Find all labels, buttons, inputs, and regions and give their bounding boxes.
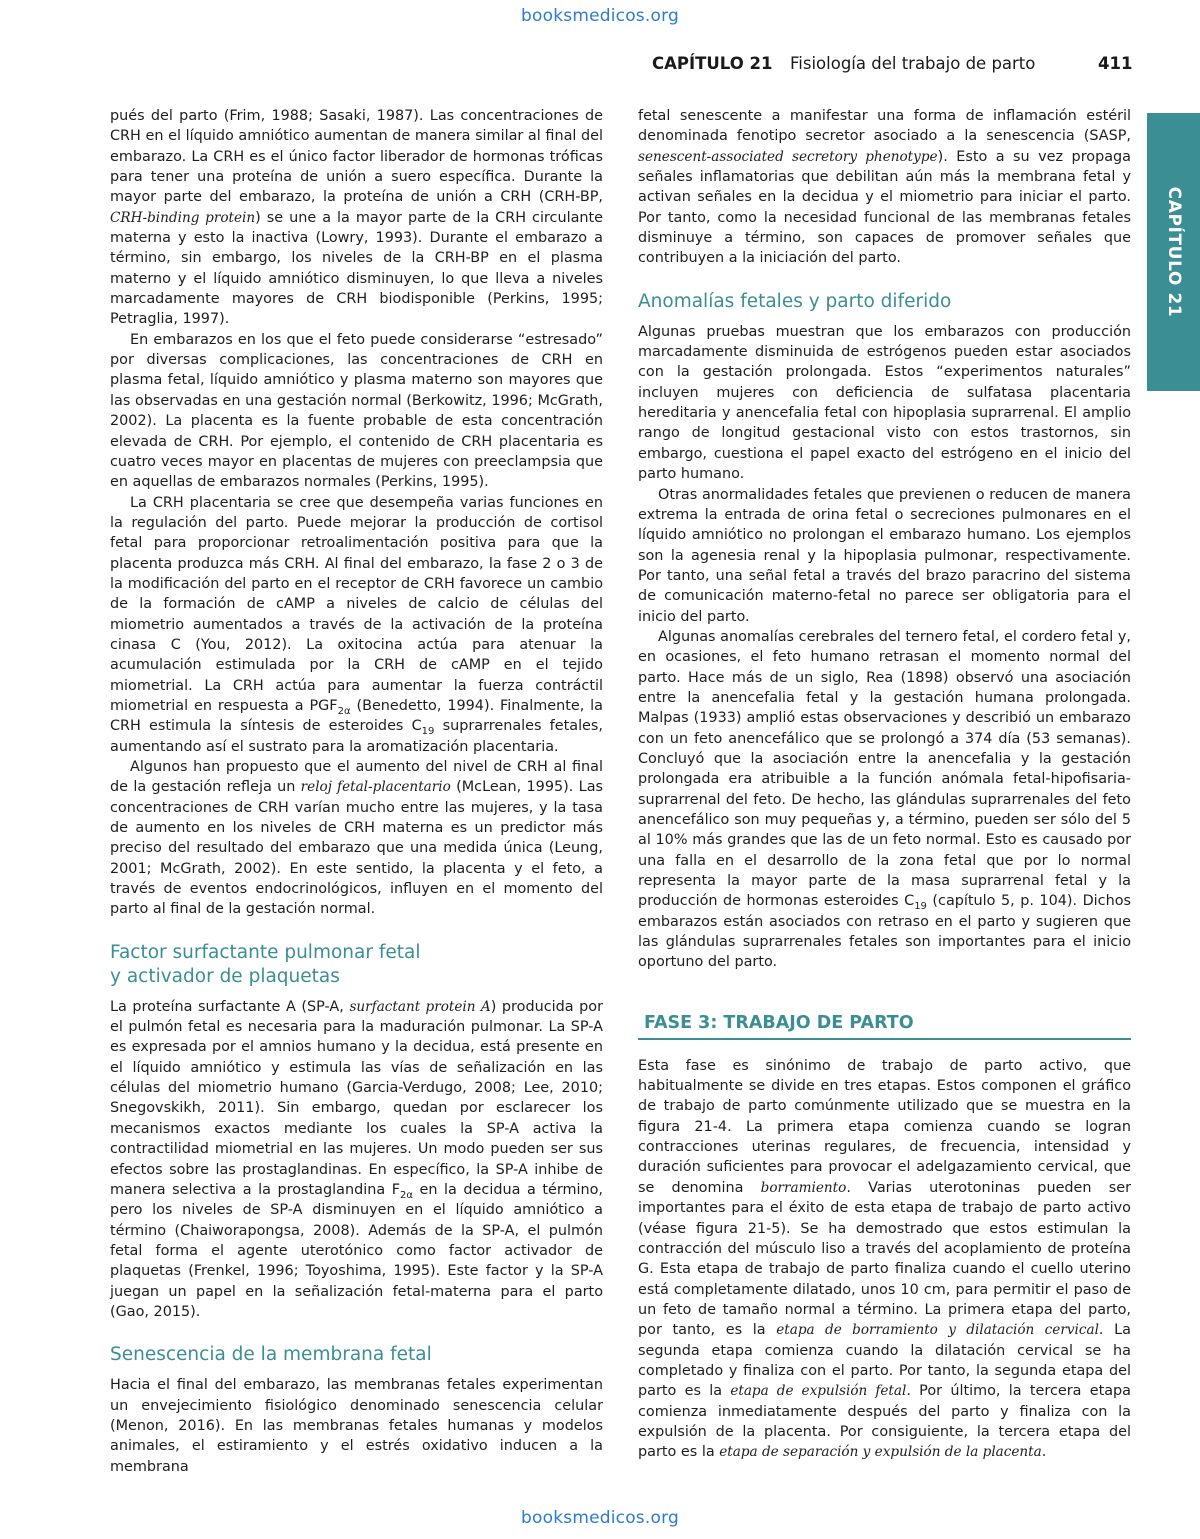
paragraph: Algunos han propuesto que el aumento del nivel de CRH al final de la gestación refleja un reloj fetal-placentario (McLean, 1995). Las concentraciones de CRH varían mucho entre las mujeres, y la tasa de aumento en los niveles de CRH materna es un predictor más preciso del resultado del embarazo que una medida única (Leung, 2001; McGrath, 2002). En este sentido, la placenta y el feto, a través de eventos endocrinológicos, influyen en el momento del parto al final de la gestación normal.	[110, 759, 604, 918]
watermark-link-top[interactable]: booksmedicos.org	[521, 6, 679, 26]
chapter-label: CAPÍTULO 21	[652, 54, 773, 73]
term-italic: borramiento	[760, 1179, 847, 1196]
term-italic: etapa de borramiento y dilatación cervical	[776, 1322, 1099, 1339]
subscript: 2α	[399, 1189, 413, 1201]
chapter-title: Fisiología del trabajo de parto	[790, 54, 1036, 73]
side-tab-label: CAPÍTULO 21	[1163, 186, 1184, 318]
paragraph: pués del parto (Frim, 1988; Sasaki, 1987). Las concentraciones de CRH en el líquido amniótico aumentan de manera similar al final del embarazo. La CRH es el único factor liberador de hormonas tróficas para tener una proteína de unión a suero específica. Durante la mayor parte del embarazo, la proteína de unión a CRH (CRH-BP, CRH-binding protein) se une a la mayor parte de la CRH circulante materna y esto la inactiva (Lowry, 1993). Durante el embarazo a término, sin embargo, los niveles de la CRH-BP en el plasma materno y el líquido amniótico disminuyen, lo que lleva a niveles marcadamente mayores de CRH biodisponible (Perkins, 1995; Petraglia, 1997).	[110, 108, 604, 328]
phase-heading-block	[638, 1011, 1131, 1040]
paragraph: Esta fase es sinónimo de trabajo de parto activo, que habitualmente se divide en tres etapas. Estos componen el gráfico de trabajo de parto comúnmente utilizado que se muestra en la figura 21-4. La primera etapa comienza cuando se logran contracciones uterinas regulares, de frecuencia, intensidad y duración suficientes para provocar el adelgazamiento cervical, que se denomina borramiento. Varias uterotoninas pueden ser importantes para el éxito de esta etapa de trabajo de parto activo (véase figura 21-5). Se ha demostrado que estos estimulan la contracción del músculo liso a través del acoplamiento de proteína G. Esta etapa de trabajo de parto finaliza cuando el cuello uterino está completamente dilatado, unos 10 cm, para permitir el paso de un feto de tamaño normal a término. La primera etapa del parto, por tanto, es la etapa de borramiento y dilatación cervical. La segunda etapa comienza cuando la dilatación cervical se ha completado y finaliza con el parto. Por tanto, la segunda etapa del parto es la etapa de expulsión fetal. Por último, la tercera etapa comienza inmediatamente después del parto y finaliza con la expulsión de la placenta. Por consiguiente, la tercera etapa del parto es la etapa de separación y expulsión de la placenta.	[638, 1057, 1131, 1461]
section-heading-surfactant: Factor surfactante pulmonar fetal y activador de plaquetas	[110, 941, 421, 987]
paragraph: Algunas anomalías cerebrales del ternero fetal, el cordero fetal y, en ocasiones, el feto humano retrasan el momento normal del parto. Hace más de un siglo, Rea (1898) observó una asociación entre la anencefalia fetal y la gestación humana prolongada. Malpas (1933) amplió estas observaciones y describió un embarazo con un feto anencefálico que se prolongó a 374 día (53 semanas). Concluyó que la asociación entre la anencefalia y la gestación prolongada era atribuible a la función anómala fetal-hipofisaria-suprarrenal del feto. De hecho, las glándulas suprarrenales del feto anencefálico son muy pequeñas y, a término, pueden ser sólo del 5 al 10% más grandes que las de un feto normal. Esto es causado por una falla en el desarrollo de la zona fetal que por lo normal representa la mayor parte de la masa suprarrenal fetal y la producción de hormonas esteroides $C_{19}$ (capítulo 5, p. 104). Dichos embarazos están asociados con retraso en el parto y sugieren que las glándulas suprarrenales fetales son importantes para el inicio oportuno del parto.	[638, 628, 1131, 971]
term-italic: etapa de separación y expulsión de la placenta	[719, 1444, 1042, 1461]
section-heading-senescence: Senescencia de la membrana fetal	[110, 1344, 432, 1366]
term-italic: reloj fetal-placentario	[300, 779, 451, 796]
page-number: 411	[1098, 54, 1133, 73]
paragraph: La proteína surfactante A (SP-A, surfactant protein A) producida por el pulmón fetal es necesaria para la maduración pulmonar. La SP-A es expresada por el amnios humano y la decidua, está presente en el líquido amniótico y estimula las vías de señalización en las células del miometrio humano (Garcia-Verdugo, 2008; Lee, 2010; Snegovskikh, 2011). Sin embargo, quedan por esclarecer los mecanismos exactos mediante los cuales la SP-A activa la contractilidad miometrial en las mujeres. Un modo pueden ser sus efectos sobre las prostaglandinas. En específico, la SP-A inhibe de manera selectiva a la prostaglandina $F_{2\alpha}$ en la decidua a término, pero los niveles de SP-A disminuyen en el líquido amniótico a término (Chaiworapongsa, 2008). Además de la SP-A, el pulmón fetal forma el agente uterotónico como factor activador de plaquetas (Frenkel, 1996; Toyoshima, 1995). Este factor y la SP-A juegan un papel en la señalización fetal-materna para el parto (Gao, 2015).	[110, 998, 604, 1320]
term-italic: CRH-binding protein	[110, 209, 256, 226]
paragraph: En embarazos en los que el feto puede considerarse “estresado” por diversas complicaciones, las concentraciones de CRH en plasma fetal, líquido amniótico y plasma materno son mayores que las observadas en una gestación normal (Berkowitz, 1996; McGrath, 2002). La placenta es la fuente probable de esta concentración elevada de CRH. Por ejemplo, el contenido de CRH placentaria es cuatro veces mayor en placentas de mujeres con preeclampsia que en aquellas de embarazos normales (Perkins, 1995).	[110, 331, 603, 491]
running-head	[0, 54, 1200, 78]
paragraph: fetal senescente a manifestar una forma de inflamación estéril denominada fenotipo secretor asociado a la senescencia (SASP, senescent-associated secretory phenotype). Esto a su vez propaga señales inflamatorias que debilitan aún más la membrana fetal y activan señales en la decidua y el miometrio para iniciar el parto. Por tanto, como la necesidad funcional de las membranas fetales disminuye a término, son capaces de promover señales que contribuyen a la iniciación del parto.	[638, 108, 1132, 267]
term-italic: senescent-associated secretory phenotype	[638, 148, 938, 165]
subscript: 19	[421, 726, 435, 738]
paragraph: La CRH placentaria se cree que desempeña varias funciones en la regulación del parto. Puede mejorar la producción de cortisol fetal para proporcionar retroalimentación positiva para que la placenta produzca más CRH. Al final del embarazo, la fase 2 o 3 de la modificación del parto en el receptor de CRH favorece un cambio de la formación de cAMP a niveles de calcio de células del miometrio aumentados a través de la activación de la proteína cinasa C (You, 2012). La oxitocina actúa para atenuar la acumulación estimulada por la CRH de cAMP en el tejido miometrial. La CRH actúa para aumentar la fuerza contráctil miometrial en respuesta a $PGF_{2\alpha}$ (Benedetto, 1994). Finalmente, la CRH estimula la síntesis de esteroides $C_{19}$ suprarrenales fetales, aumentando así el sustrato para la aromatización placentaria.	[110, 494, 603, 755]
section-heading-phase3: FASE 3: TRABAJO DE PARTO	[644, 1012, 914, 1033]
term-italic: etapa de expulsión fetal	[730, 1383, 907, 1400]
section-heading-anomalies: Anomalías fetales y parto diferido	[638, 290, 952, 312]
subscript: 2α	[337, 705, 351, 717]
left-column	[110, 106, 603, 1477]
right-column	[638, 106, 1131, 1463]
subscript: 19	[914, 901, 927, 913]
paragraph: Hacia el final del embarazo, las membranas fetales experimentan un envejecimiento fisiológico denominado senescencia celular (Menon, 2016). En las membranas fetales humanas y modelos animales, el estiramiento y el estrés oxidativo inducen a la membrana	[110, 1377, 603, 1475]
paragraph: Algunas pruebas muestran que los embarazos con producción marcadamente disminuida de estrógenos pueden estar asociados con la gestación prolongada. Estos “experimentos naturales” incluyen mujeres con deficiencia de sulfatasa placentaria hereditaria y anencefalia fetal con hipoplasia suprarrenal. El amplio rango de longitud gestacional visto con estos trastornos, sin embargo, cuestiona el papel exacto del estrógeno en el inicio del parto humano.	[638, 323, 1131, 483]
chapter-side-tab	[1147, 113, 1200, 391]
term-italic: surfactant protein A	[349, 998, 491, 1015]
watermark-link-bottom[interactable]: booksmedicos.org	[521, 1508, 679, 1528]
paragraph: Otras anormalidades fetales que previenen o reducen de manera extrema la entrada de orina fetal o secreciones pulmonares en el líquido amniótico no prolongan el embarazo humano. Los ejemplos son la agenesia renal y la hipoplasia pulmonar, respectivamente. Por tanto, una señal fetal a través del brazo paracrino del sistema de comunicación materno-fetal no parece ser obligatoria para el inicio del parto.	[638, 486, 1131, 625]
